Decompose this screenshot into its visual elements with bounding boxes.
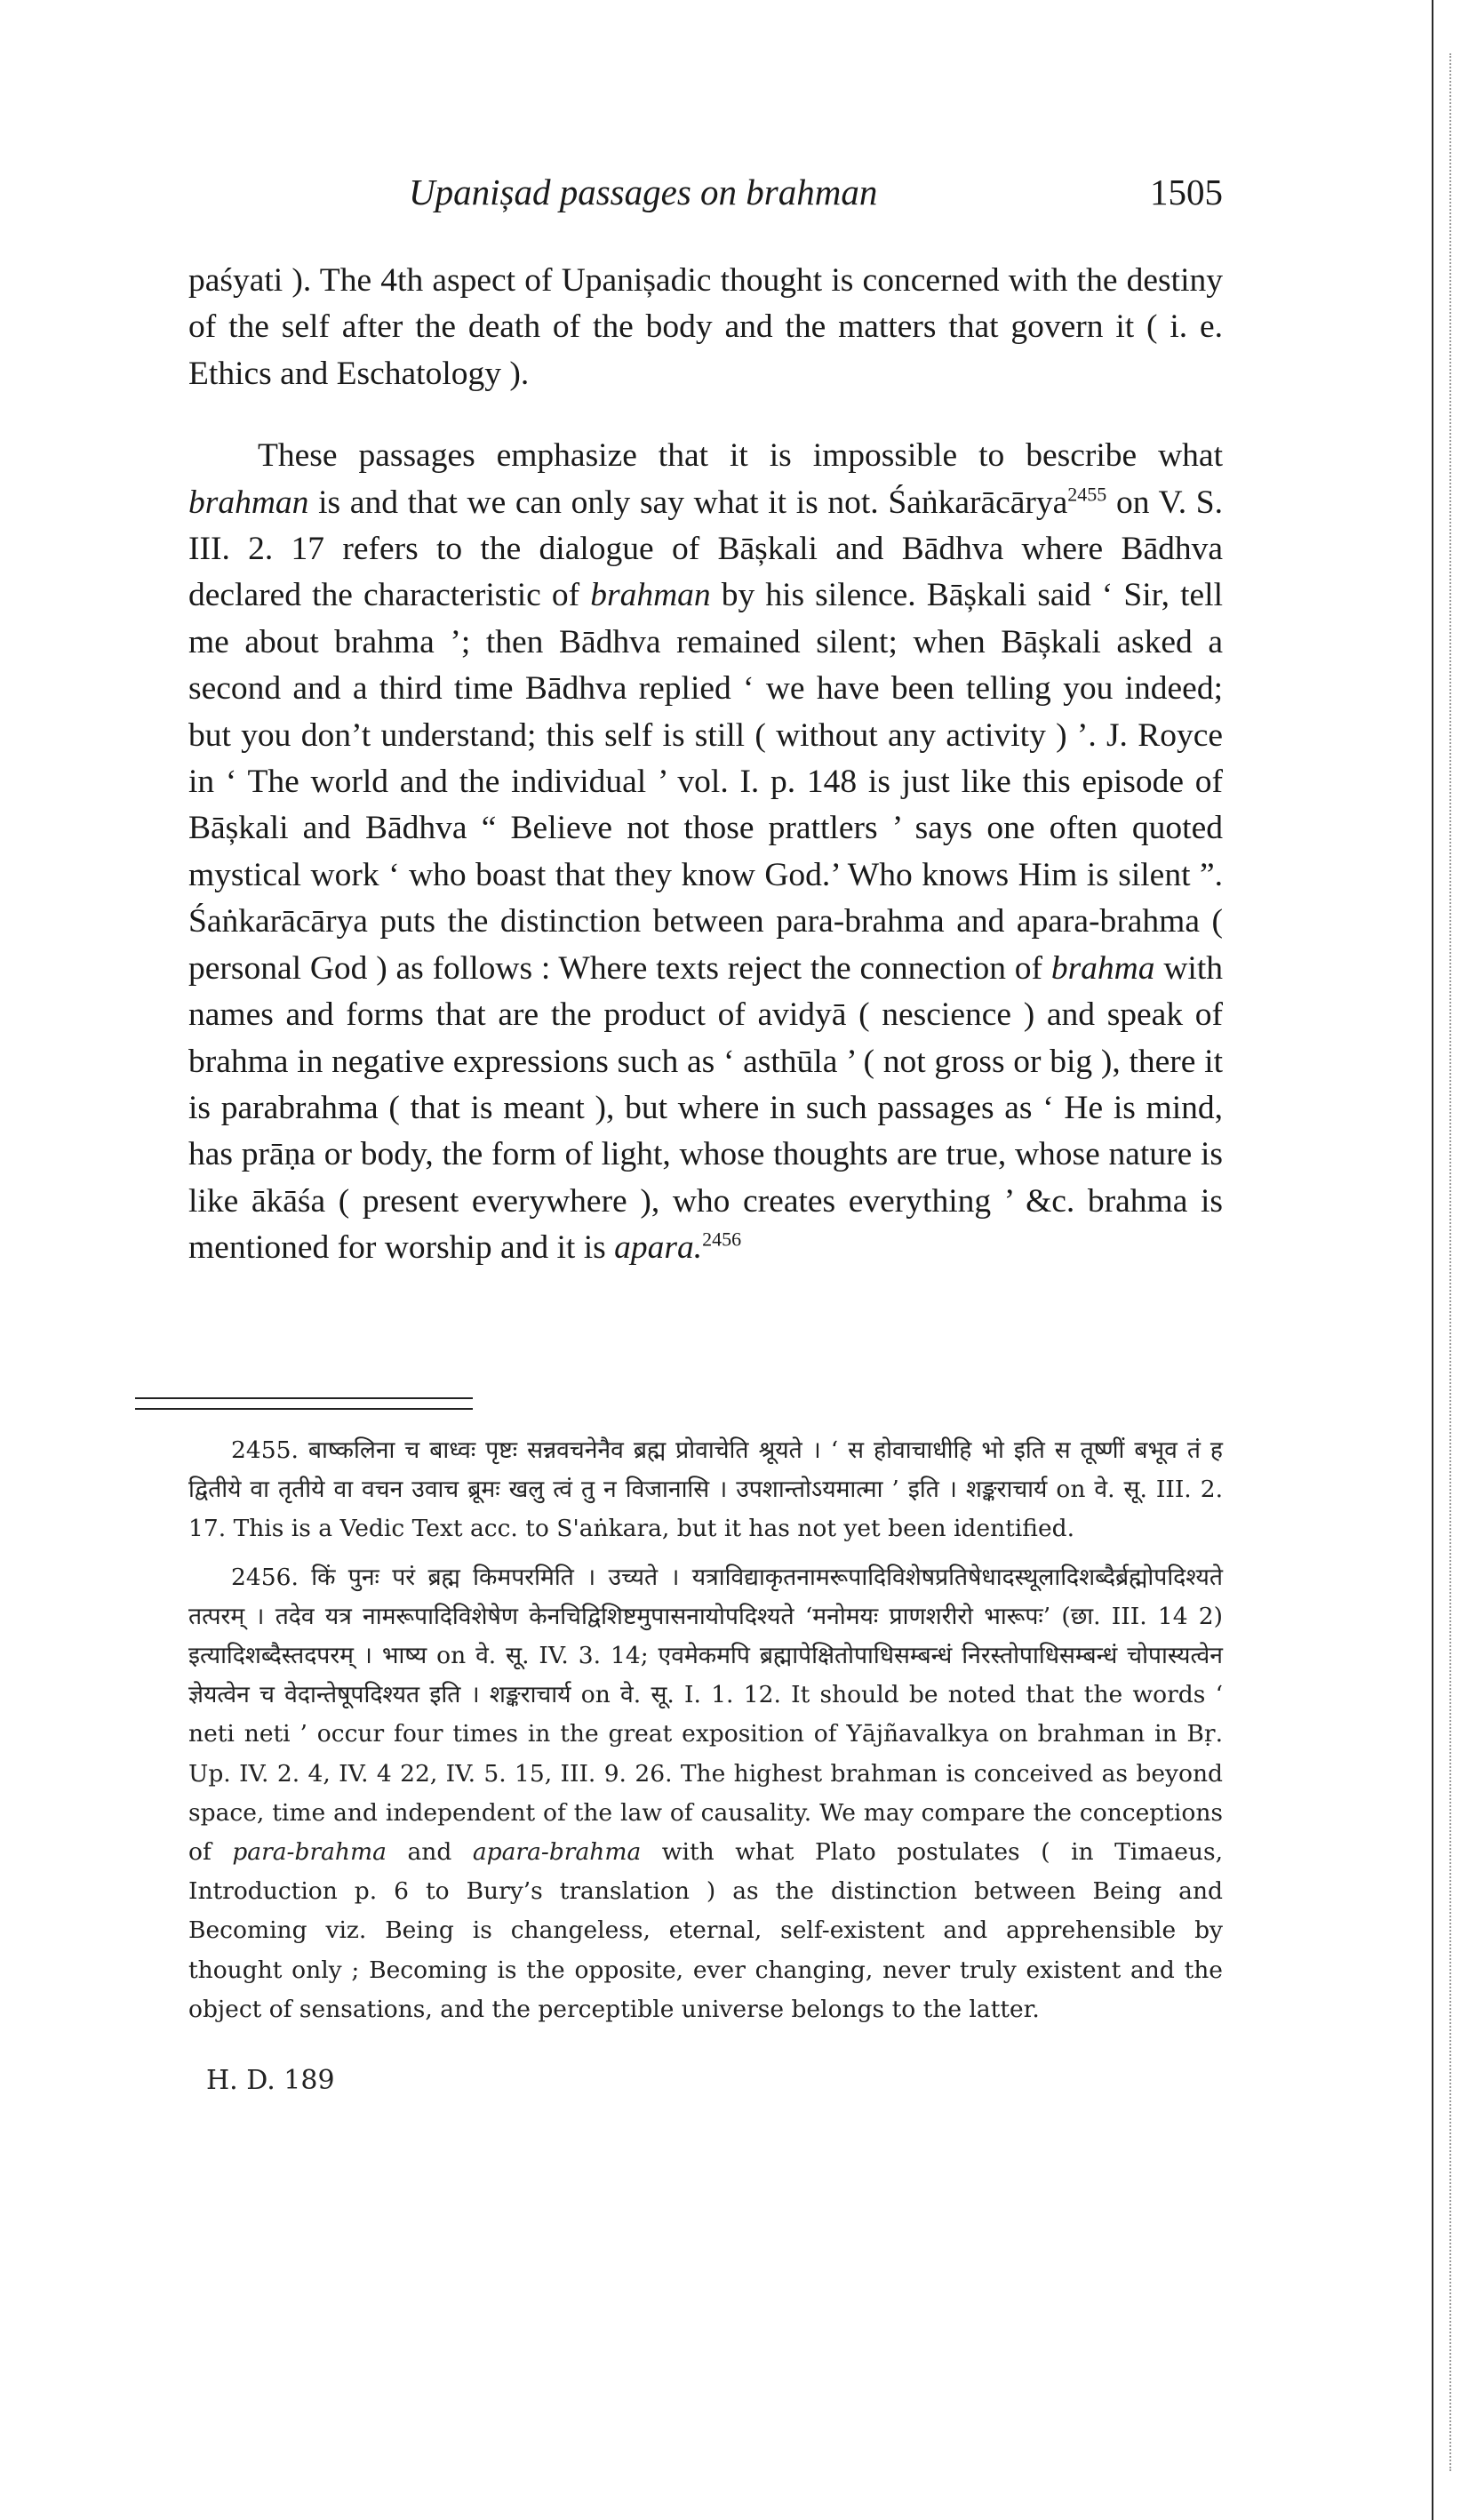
- footnote-separator-rule: [135, 1397, 473, 1410]
- footnote-2455: 2455. बाष्कलिना च बाध्वः पृष्टः सन्नवचनेनैव ब्रह्म प्रोवाचेति श्रूयते । ‘ स होवाचाधीहि भो इति स तूष्णीं बभूव तं ह द्वितीये वा तृतीये वा वचन उवाच ब्रूमः खलु त्वं तु न विजानासि । उपशान्तोऽयमात्मा ’ इति । शङ्कराचार्य on वे. सू. III. 2. 17. This is a Vedic Text acc. to S'aṅkara, but it has not yet been identified.: [188, 1436, 1223, 1543]
- page-number: 1505: [1150, 172, 1223, 212]
- footnote-ref-2455: 2455: [1067, 483, 1107, 506]
- text-run: by his silence. Bāșkali said ‘ Sir, tell me about brahma ’; then Bādhva remained silent; when Bāșkali asked a second and a third time Bādhva replied ‘ we have been telling you indeed; but you don’t understand; this self is still ( without any activity ) ’. J. Royce in ‘ The world and the individual ’ vol. I. p. 148 is just like this episode of Bāșkali and Bādhva “ Believe not those prattlers ’ says one often quoted mystical work ‘ who boast that they know God.’ Who knows Him is silent ”. Śaṅkarācārya puts the distinction between para-brahma and apara-brahma ( personal God ) as follows : Where texts reject the connection of: [188, 577, 1223, 987]
- text-run: These passages emphasize that it is impossible to bescribe what: [258, 437, 1223, 475]
- italic-term: brahma: [1050, 949, 1155, 987]
- text-run: and: [386, 1838, 473, 1867]
- italic-term: apara.: [614, 1229, 703, 1267]
- footnote-ref-2456: 2456: [702, 1228, 742, 1251]
- paragraph-2: [188, 433, 1223, 1271]
- paragraph-1: paśyati ). The 4th aspect of Upanișadic thought is concerned with the destiny of the self after the death of the body and the matters that govern it ( i. e. Ethics and Eschatology ).: [188, 262, 1223, 392]
- italic-term: para-brahma: [232, 1838, 387, 1867]
- text-run: is and that we can only say what it is not. Śaṅkarācārya: [308, 484, 1068, 521]
- footnotes: [188, 1431, 1223, 2029]
- signature-mark: H. D. 189: [206, 2065, 335, 2096]
- main-text: [188, 258, 1223, 1272]
- italic-term: brahman: [188, 484, 309, 521]
- scan-edge-line: [1432, 0, 1433, 2520]
- footnote-2456: [188, 1558, 1223, 2029]
- text-run: on V. S. III. 2. 17 refers to the dialogue of Bāșkali and Bādhva where Bādhva declared the characteristic of: [188, 484, 1223, 614]
- text-run: with what Plato postulates ( in Timaeus, Introduction p. 6 to Bury’s translation ) as the distinction between Being and Becoming viz. Being is changeless, eternal, self-existent and apprehensible by thought only ; Becoming is the opposite, ever changing, never truly existent and the object of sensations, and the perceptible universe belongs to the latter.: [188, 1838, 1224, 2023]
- italic-term: brahman: [590, 577, 711, 614]
- text-run: with names and forms that are the product of avidyā ( nescience ) and speak of brahma in negative expressions such as ‘ asthūla ’ ( not gross or big ), there it is parabrahma ( that is meant ), but where in such passages as ‘ He is mind, has prāṇa or body, the form of light, whose thoughts are true, whose nature is like ākāśa ( present everywhere ), who creates everything ’ &c. brahma is mentioned for worship and it is: [188, 949, 1223, 1267]
- scan-edge-dotted-line: [1449, 53, 1451, 2471]
- page-header: [188, 167, 1223, 220]
- running-title: Upanișad passages on brahman: [409, 172, 878, 212]
- text-run: 2456. किं पुनः परं ब्रह्म किमपरमिति । उच्यते । यत्राविद्याकृतनामरूपादिविशेषप्रतिषेधादस्थूलादिशब्दैर्ब्रह्मोपदिश्यते तत्परम् । तदेव यत्र नामरूपादिविशेषेण केनचिद्विशिष्टमुपासनायोपदिश्यते ‘मनोमयः प्राणशरीरो भारूपः’ (छा. III. 14 2) इत्यादिशब्दैस्तदपरम् । भाष्य on वे. सू. IV. 3. 14; एवमेकमपि ब्रह्मापेक्षितोपाधिसम्बन्धं निरस्तोपाधिसम्बन्धं चोपास्यत्वेन ज्ञेयत्वेन च वेदान्तेषूपदिश्यत इति । शङ्कराचार्य on वे. सू. I. 1. 12. It should be noted that the words ‘ neti neti ’ occur four times in the great exposition of Yājñavalkya on brahman in Bṛ. Up. IV. 2. 4, IV. 4 22, IV. 5. 15, III. 9. 26. The highest brahman is conceived as beyond space, time and independent of the law of causality. We may compare the conceptions of: [188, 1563, 1223, 1867]
- italic-term: apara-brahma: [472, 1838, 642, 1867]
